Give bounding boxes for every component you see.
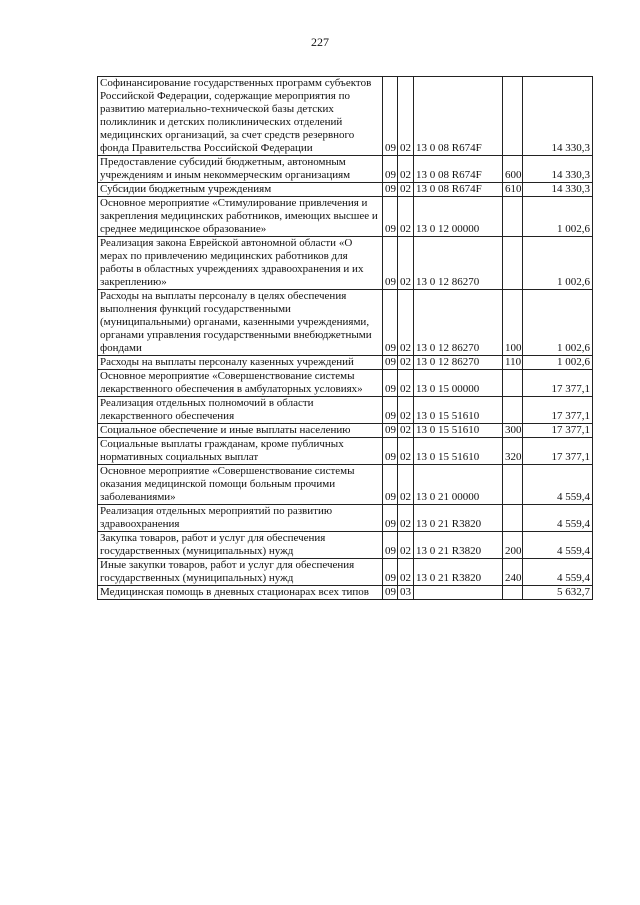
row-name: Реализация закона Еврейской автономной области «О мерах по привлечению медицинских работников для работы в областных учреждениях здравоохранения и их закреплению» (98, 237, 383, 290)
subsection-code: 02 (398, 424, 414, 438)
table-row (98, 559, 593, 586)
expense-type-code (503, 465, 523, 505)
section-code: 09 (383, 559, 398, 586)
amount: 1 002,6 (523, 237, 593, 290)
row-name: Основное мероприятие «Стимулирование привлечения и закрепления медицинских работников, имеющих высшее и среднее медицинское образование» (98, 197, 383, 237)
row-name: Социальные выплаты гражданам, кроме публичных нормативных социальных выплат (98, 438, 383, 465)
expense-type-code: 320 (503, 438, 523, 465)
section-code: 09 (383, 438, 398, 465)
section-code: 09 (383, 370, 398, 397)
amount: 14 330,3 (523, 156, 593, 183)
table-row (98, 356, 593, 370)
row-name: Основное мероприятие «Совершенствование системы лекарственного обеспечения в амбулаторных условиях» (98, 370, 383, 397)
expense-type-code (503, 77, 523, 156)
section-code: 09 (383, 290, 398, 356)
subsection-code: 02 (398, 532, 414, 559)
expense-type-code: 610 (503, 183, 523, 197)
amount: 17 377,1 (523, 397, 593, 424)
target-article-code: 13 0 12 00000 (414, 197, 503, 237)
section-code: 09 (383, 197, 398, 237)
subsection-code: 02 (398, 290, 414, 356)
section-code: 09 (383, 397, 398, 424)
amount: 5 632,7 (523, 586, 593, 600)
subsection-code: 02 (398, 559, 414, 586)
target-article-code: 13 0 12 86270 (414, 237, 503, 290)
table-row (98, 438, 593, 465)
table-row (98, 397, 593, 424)
amount: 4 559,4 (523, 532, 593, 559)
expense-type-code: 100 (503, 290, 523, 356)
row-name: Основное мероприятие «Совершенствование системы оказания медицинской помощи больным прочими заболеваниями» (98, 465, 383, 505)
amount: 1 002,6 (523, 356, 593, 370)
expense-type-code: 110 (503, 356, 523, 370)
row-name: Предоставление субсидий бюджетным, автономным учреждениям и иным некоммерческим организациям (98, 156, 383, 183)
amount: 4 559,4 (523, 559, 593, 586)
row-name: Расходы на выплаты персоналу казенных учреждений (98, 356, 383, 370)
subsection-code: 02 (398, 505, 414, 532)
expense-type-code (503, 397, 523, 424)
target-article-code: 13 0 08 R674F (414, 183, 503, 197)
subsection-code: 02 (398, 370, 414, 397)
row-name: Иные закупки товаров, работ и услуг для обеспечения государственных (муниципальных) нужд (98, 559, 383, 586)
table-row (98, 424, 593, 438)
expense-type-code: 200 (503, 532, 523, 559)
subsection-code: 02 (398, 397, 414, 424)
target-article-code: 13 0 21 R3820 (414, 505, 503, 532)
row-name: Реализация отдельных полномочий в области лекарственного обеспечения (98, 397, 383, 424)
section-code: 09 (383, 505, 398, 532)
target-article-code: 13 0 15 00000 (414, 370, 503, 397)
target-article-code (414, 586, 503, 600)
target-article-code: 13 0 08 R674F (414, 77, 503, 156)
subsection-code: 02 (398, 356, 414, 370)
expense-type-code: 240 (503, 559, 523, 586)
row-name: Медицинская помощь в дневных стационарах всех типов (98, 586, 383, 600)
table-row (98, 197, 593, 237)
subsection-code: 02 (398, 183, 414, 197)
row-name: Расходы на выплаты персоналу в целях обеспечения выполнения функций государственными (муниципальными) органами, казенными учреждениями, органами управления государственными внебюджетными фондами (98, 290, 383, 356)
expense-type-code (503, 505, 523, 532)
subsection-code: 02 (398, 156, 414, 183)
expense-type-code (503, 197, 523, 237)
target-article-code: 13 0 12 86270 (414, 356, 503, 370)
amount: 1 002,6 (523, 290, 593, 356)
section-code: 09 (383, 356, 398, 370)
amount: 4 559,4 (523, 465, 593, 505)
amount: 17 377,1 (523, 438, 593, 465)
target-article-code: 13 0 12 86270 (414, 290, 503, 356)
row-name: Реализация отдельных мероприятий по развитию здравоохранения (98, 505, 383, 532)
table-row (98, 532, 593, 559)
table-row (98, 156, 593, 183)
subsection-code: 03 (398, 586, 414, 600)
row-name: Социальное обеспечение и иные выплаты населению (98, 424, 383, 438)
table-row (98, 77, 593, 156)
expense-type-code (503, 237, 523, 290)
amount: 17 377,1 (523, 370, 593, 397)
table-row (98, 290, 593, 356)
amount: 1 002,6 (523, 197, 593, 237)
subsection-code: 02 (398, 438, 414, 465)
section-code: 09 (383, 156, 398, 183)
expense-type-code: 300 (503, 424, 523, 438)
target-article-code: 13 0 21 00000 (414, 465, 503, 505)
expense-type-code (503, 370, 523, 397)
section-code: 09 (383, 586, 398, 600)
target-article-code: 13 0 21 R3820 (414, 532, 503, 559)
row-name: Закупка товаров, работ и услуг для обеспечения государственных (муниципальных) нужд (98, 532, 383, 559)
budget-table (97, 76, 593, 600)
section-code: 09 (383, 424, 398, 438)
row-name: Субсидии бюджетным учреждениям (98, 183, 383, 197)
subsection-code: 02 (398, 77, 414, 156)
target-article-code: 13 0 08 R674F (414, 156, 503, 183)
row-name: Софинансирование государственных программ субъектов Российской Федерации, содержащие мероприятия по развитию материально-технической базы детских поликлиник и детских поликлинических отделений медицинских организаций, за счет средств резервного фонда Правительства Российской Федерации (98, 77, 383, 156)
target-article-code: 13 0 15 51610 (414, 424, 503, 438)
section-code: 09 (383, 77, 398, 156)
section-code: 09 (383, 237, 398, 290)
table-row (98, 370, 593, 397)
table-row (98, 237, 593, 290)
section-code: 09 (383, 183, 398, 197)
target-article-code: 13 0 21 R3820 (414, 559, 503, 586)
table-row (98, 586, 593, 600)
table-row (98, 183, 593, 197)
expense-type-code: 600 (503, 156, 523, 183)
section-code: 09 (383, 465, 398, 505)
expense-type-code (503, 586, 523, 600)
section-code: 09 (383, 532, 398, 559)
amount: 4 559,4 (523, 505, 593, 532)
subsection-code: 02 (398, 465, 414, 505)
subsection-code: 02 (398, 197, 414, 237)
amount: 14 330,3 (523, 183, 593, 197)
amount: 17 377,1 (523, 424, 593, 438)
table-row (98, 465, 593, 505)
table-row (98, 505, 593, 532)
amount: 14 330,3 (523, 77, 593, 156)
target-article-code: 13 0 15 51610 (414, 397, 503, 424)
table-body (98, 77, 593, 600)
target-article-code: 13 0 15 51610 (414, 438, 503, 465)
subsection-code: 02 (398, 237, 414, 290)
page-number: 227 (311, 35, 329, 49)
